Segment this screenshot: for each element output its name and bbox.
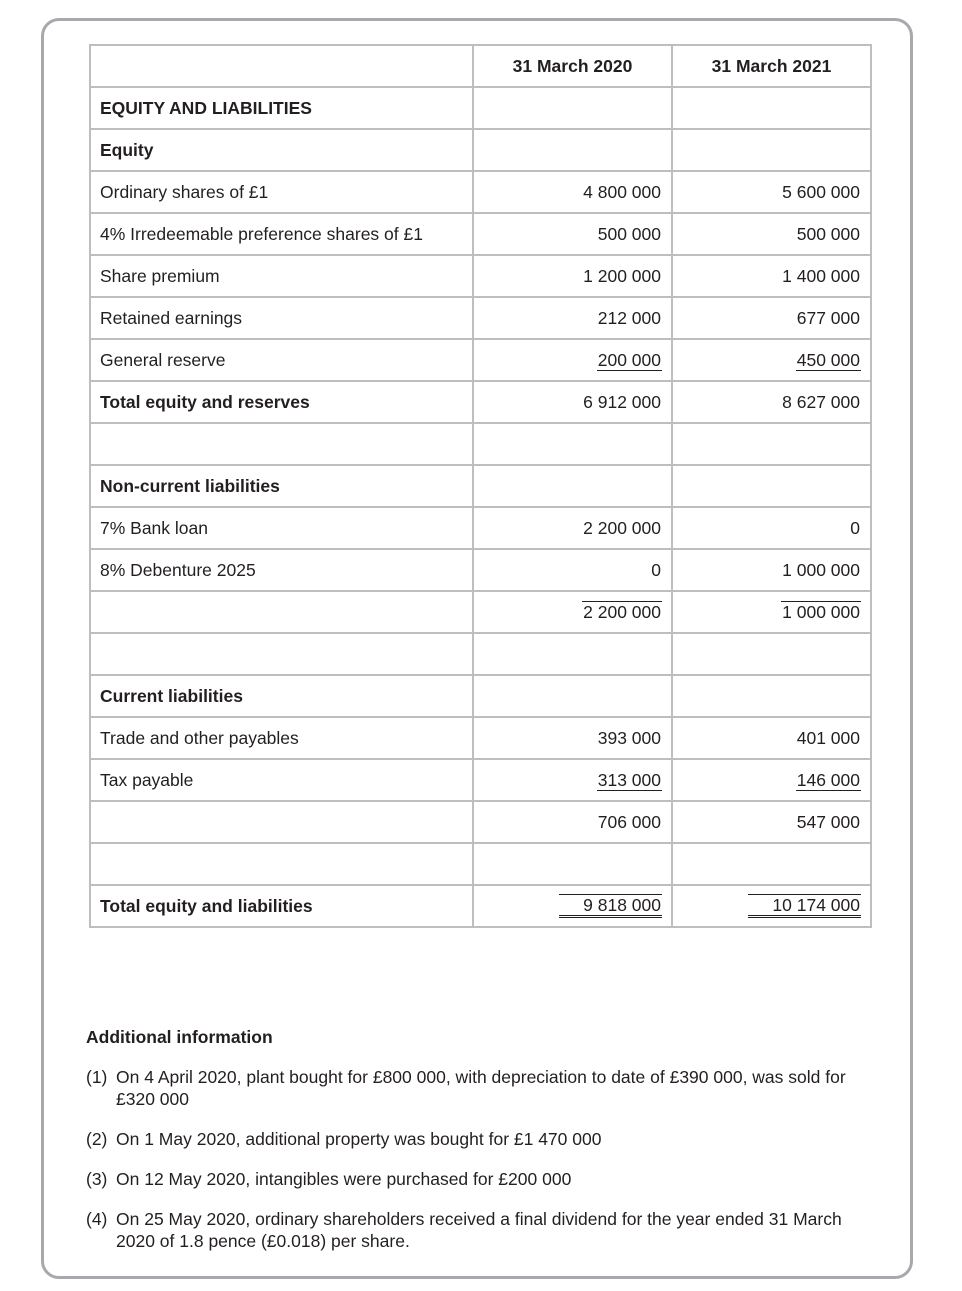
value-2021 xyxy=(672,255,871,297)
item-number: (2) xyxy=(86,1129,108,1149)
amount: 5 600 000 xyxy=(782,181,860,202)
header-2021: 31 March 2021 xyxy=(672,45,871,87)
value-2020 xyxy=(473,87,672,129)
value-2020 xyxy=(473,549,672,591)
value-2020 xyxy=(473,759,672,801)
item-number: (3) xyxy=(86,1169,108,1189)
table-row xyxy=(90,885,871,927)
table-row xyxy=(90,423,871,465)
value-2020 xyxy=(473,297,672,339)
header-label xyxy=(90,45,473,87)
table-row xyxy=(90,717,871,759)
table-header-row xyxy=(90,45,871,87)
value-2020 xyxy=(473,129,672,171)
value-2021 xyxy=(672,213,871,255)
amount: 200 000 xyxy=(597,349,661,370)
table-row xyxy=(90,549,871,591)
row-label xyxy=(90,423,473,465)
amount: 450 000 xyxy=(796,349,860,370)
table-row xyxy=(90,843,871,885)
amount: 677 000 xyxy=(796,307,860,328)
amount: 1 400 000 xyxy=(782,265,860,286)
table-row xyxy=(90,465,871,507)
amount: 1 000 000 xyxy=(782,602,860,622)
value-2020 xyxy=(473,633,672,675)
row-label: Current liabilities xyxy=(90,675,473,717)
table-row xyxy=(90,675,871,717)
row-label: Non-current liabilities xyxy=(90,465,473,507)
value-2020 xyxy=(473,843,672,885)
row-label: Total equity and reserves xyxy=(90,381,473,423)
value-2021 xyxy=(672,339,871,381)
table-row xyxy=(90,801,871,843)
row-label: Ordinary shares of £1 xyxy=(90,171,473,213)
row-label xyxy=(90,633,473,675)
value-2020 xyxy=(473,591,672,633)
value-2021 xyxy=(672,843,871,885)
value-2021 xyxy=(672,801,871,843)
row-label: 4% Irredeemable preference shares of £1 xyxy=(90,213,473,255)
row-label xyxy=(90,843,473,885)
value-2021 xyxy=(672,507,871,549)
amount: 393 000 xyxy=(597,727,661,748)
table-row xyxy=(90,129,871,171)
amount: 6 912 000 xyxy=(583,391,661,412)
value-2021 xyxy=(672,591,871,633)
additional-information xyxy=(86,1027,846,1270)
amount: 500 000 xyxy=(796,223,860,244)
value-2021 xyxy=(672,171,871,213)
amount: 2 200 000 xyxy=(583,517,661,538)
value-2021 xyxy=(672,717,871,759)
amount: 401 000 xyxy=(796,727,860,748)
info-item xyxy=(86,1066,846,1110)
table-row xyxy=(90,633,871,675)
amount: 313 000 xyxy=(597,769,661,790)
value-2020 xyxy=(473,255,672,297)
value-2020 xyxy=(473,507,672,549)
value-2020 xyxy=(473,801,672,843)
amount: 4 800 000 xyxy=(583,181,661,202)
value-2021 xyxy=(672,675,871,717)
value-2021 xyxy=(672,633,871,675)
amount: 0 xyxy=(850,517,860,538)
item-number: (1) xyxy=(86,1067,108,1087)
table-row xyxy=(90,339,871,381)
additional-heading: Additional information xyxy=(86,1027,273,1047)
table-row xyxy=(90,171,871,213)
table-row xyxy=(90,297,871,339)
value-2020 xyxy=(473,171,672,213)
value-2021 xyxy=(672,885,871,927)
value-2020 xyxy=(473,381,672,423)
table-row xyxy=(90,591,871,633)
amount: 547 000 xyxy=(796,811,860,832)
amount: 9 818 000 xyxy=(559,894,662,918)
value-2020 xyxy=(473,717,672,759)
item-text: On 25 May 2020, ordinary shareholders received a final dividend for the year ended 31 March 2020 of 1.8 pence (£0.018) per share. xyxy=(116,1209,842,1251)
info-item xyxy=(86,1168,846,1190)
table-row xyxy=(90,213,871,255)
info-item xyxy=(86,1208,846,1252)
header-2020: 31 March 2020 xyxy=(473,45,672,87)
amount: 146 000 xyxy=(796,769,860,790)
value-2020 xyxy=(473,213,672,255)
amount: 1 200 000 xyxy=(583,265,661,286)
row-label: Equity xyxy=(90,129,473,171)
item-text: On 4 April 2020, plant bought for £800 000, with depreciation to date of £390 000, was sold for £320 000 xyxy=(116,1067,846,1109)
value-2020 xyxy=(473,423,672,465)
value-2021 xyxy=(672,549,871,591)
table-row xyxy=(90,507,871,549)
balance-sheet-table xyxy=(89,44,872,928)
value-2021 xyxy=(672,465,871,507)
value-2020 xyxy=(473,885,672,927)
row-label: EQUITY AND LIABILITIES xyxy=(90,87,473,129)
row-label: General reserve xyxy=(90,339,473,381)
amount: 212 000 xyxy=(597,307,661,328)
row-label: Tax payable xyxy=(90,759,473,801)
row-label: Retained earnings xyxy=(90,297,473,339)
row-label: Share premium xyxy=(90,255,473,297)
value-2021 xyxy=(672,87,871,129)
amount: 500 000 xyxy=(597,223,661,244)
row-label: 8% Debenture 2025 xyxy=(90,549,473,591)
row-label xyxy=(90,801,473,843)
table-row xyxy=(90,87,871,129)
value-2020 xyxy=(473,465,672,507)
amount: 1 000 000 xyxy=(782,559,860,580)
amount: 10 174 000 xyxy=(748,894,861,918)
row-label: Total equity and liabilities xyxy=(90,885,473,927)
item-text: On 12 May 2020, intangibles were purchased for £200 000 xyxy=(116,1169,572,1189)
row-label: Trade and other payables xyxy=(90,717,473,759)
value-2021 xyxy=(672,423,871,465)
value-2021 xyxy=(672,381,871,423)
item-number: (4) xyxy=(86,1209,108,1229)
amount: 706 000 xyxy=(597,811,661,832)
item-text: On 1 May 2020, additional property was bought for £1 470 000 xyxy=(116,1129,602,1149)
table-row xyxy=(90,255,871,297)
value-2021 xyxy=(672,759,871,801)
amount: 8 627 000 xyxy=(782,391,860,412)
info-item xyxy=(86,1128,846,1150)
table-row xyxy=(90,759,871,801)
value-2021 xyxy=(672,129,871,171)
amount: 2 200 000 xyxy=(583,602,661,622)
table-row xyxy=(90,381,871,423)
value-2020 xyxy=(473,339,672,381)
amount: 0 xyxy=(651,559,661,580)
value-2021 xyxy=(672,297,871,339)
row-label: 7% Bank loan xyxy=(90,507,473,549)
row-label xyxy=(90,591,473,633)
value-2020 xyxy=(473,675,672,717)
